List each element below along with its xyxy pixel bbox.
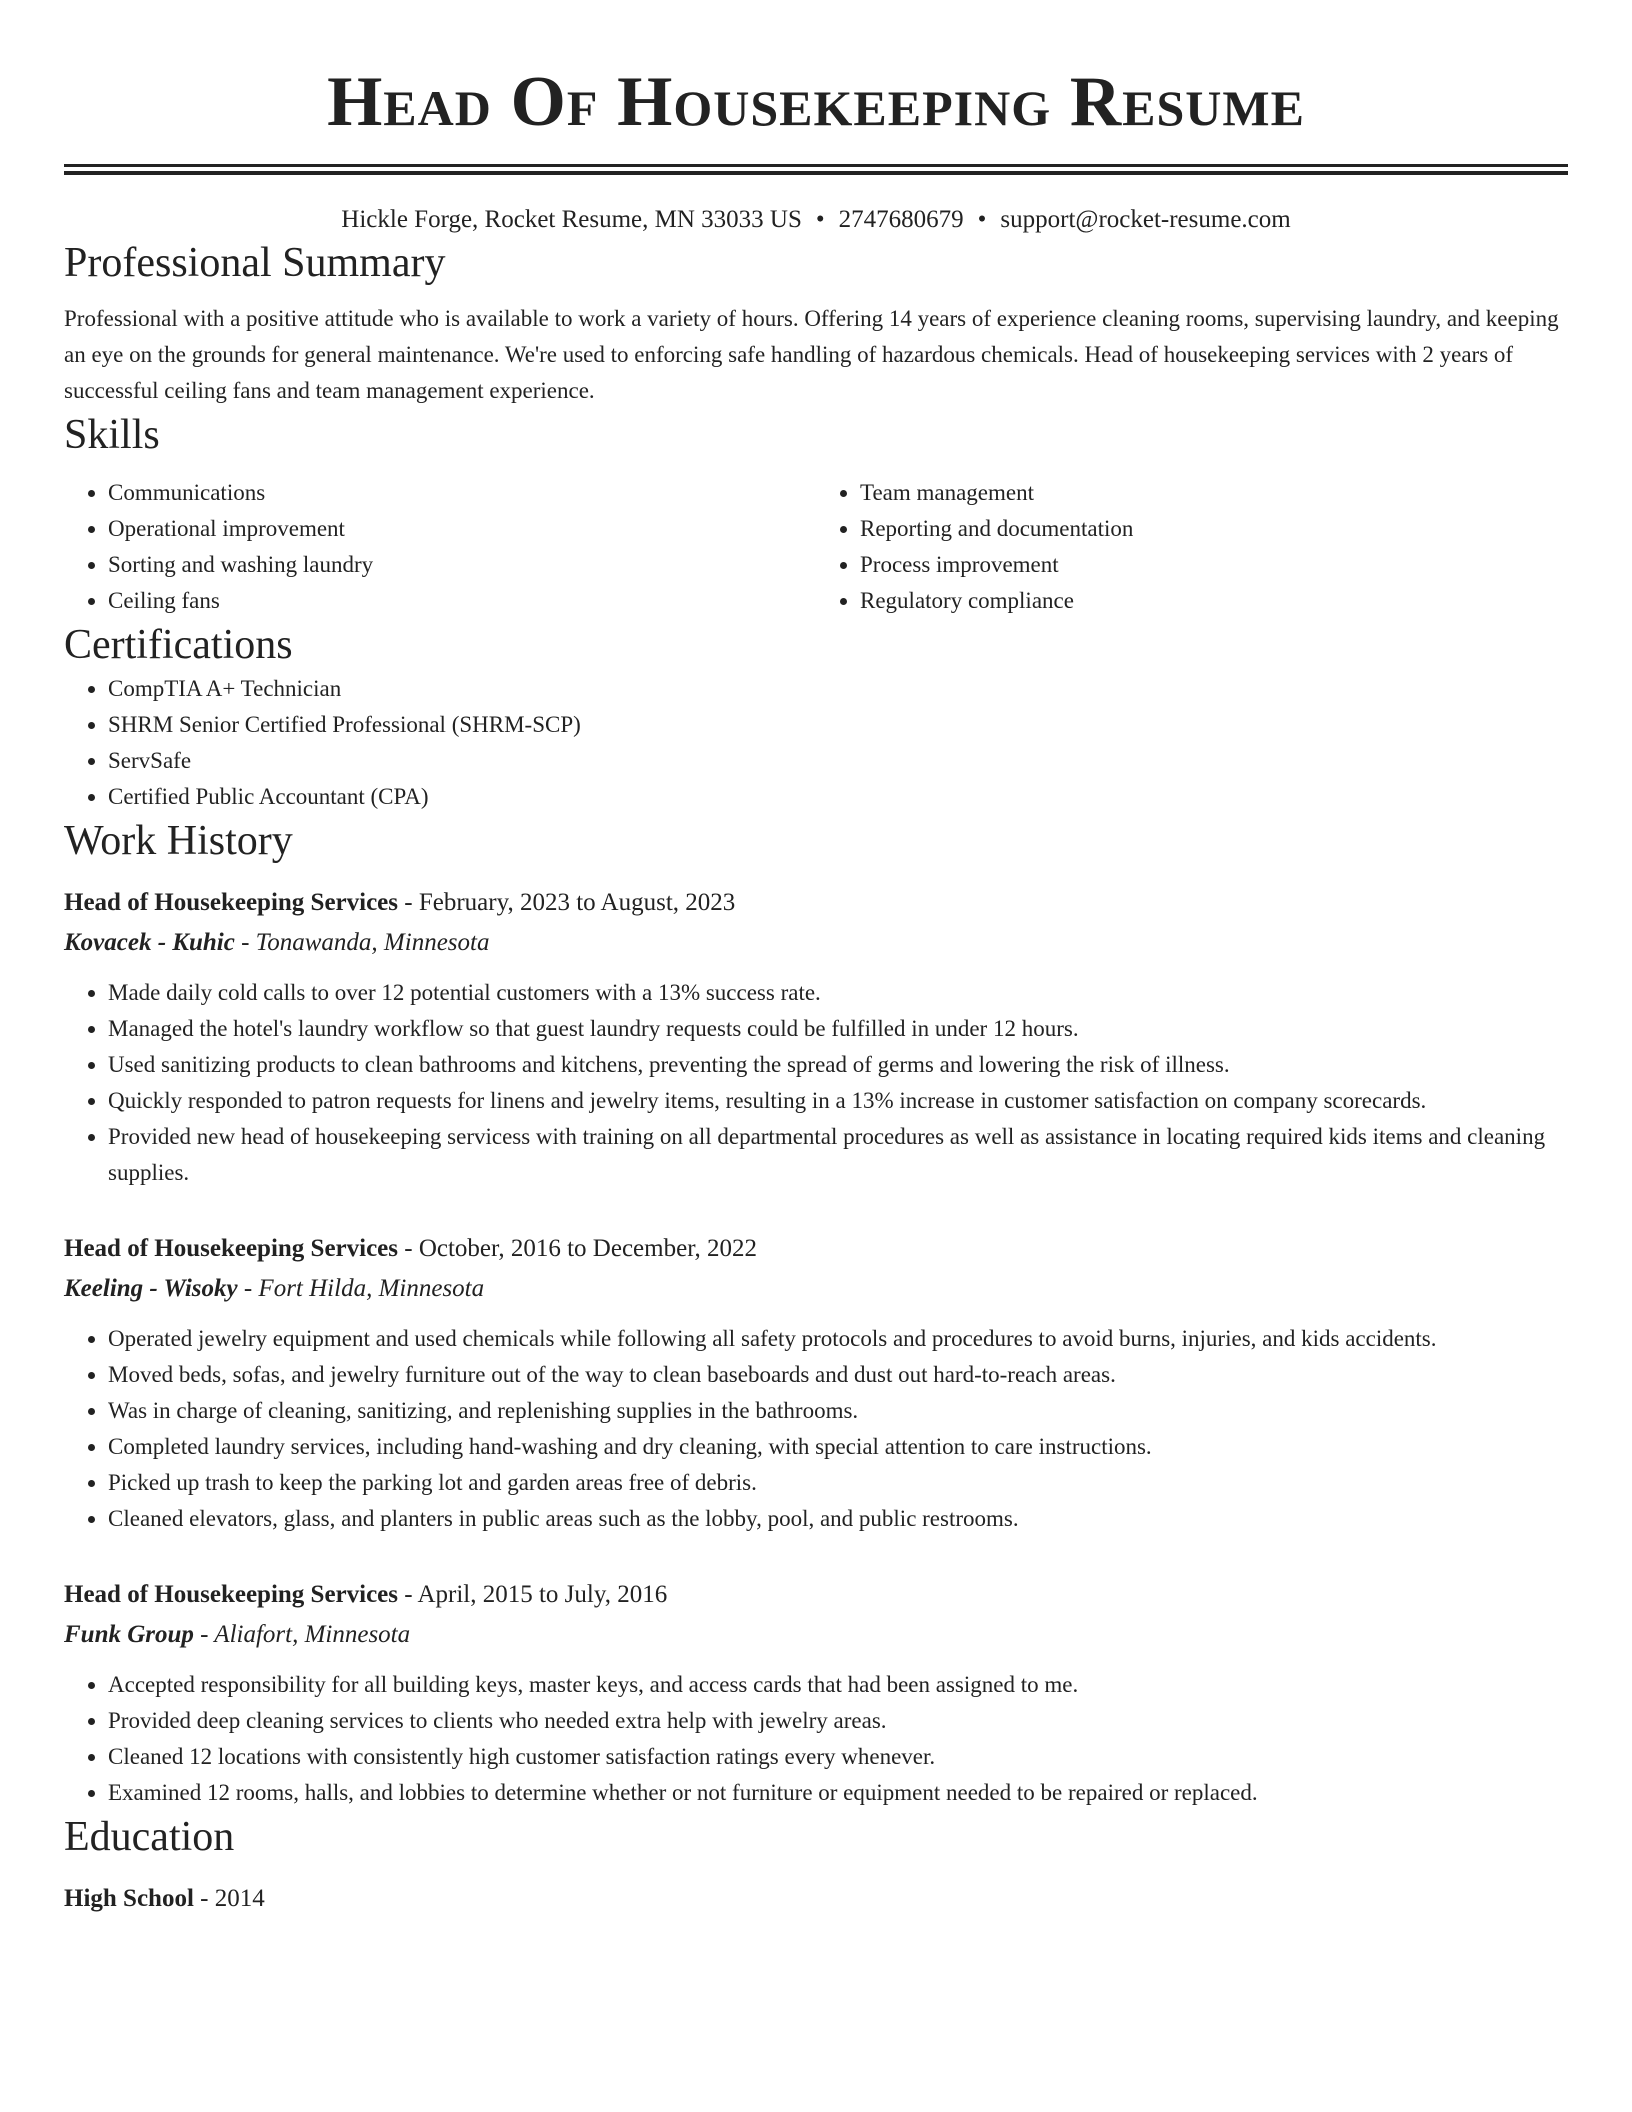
summary-text: Professional with a positive attitude who is available to work a variety of hours. Offering 14 years of experience cleaning rooms, supervising laundry, and keeping an eye on the grounds for general maintenance. We're used to enforcing safe handling of hazardous chemicals. Head of housekeeping services with 2 years of successful ceiling fans and team management experience. — [64, 306, 1559, 403]
contact-email: support@rocket-resume.com — [1000, 206, 1291, 233]
skill-item: • Communications — [108, 475, 816, 511]
certification-item: • Certified Public Accountant (CPA) — [108, 779, 1568, 815]
job-title-line — [64, 1575, 1568, 1615]
job-company: Kovacek - Kuhic — [64, 929, 235, 956]
resume-title: Head Of Housekeeping Resume — [327, 63, 1305, 141]
job-title: Head of Housekeeping Services — [64, 1235, 399, 1262]
job-bullet: • Made daily cold calls to over 12 potential customers with a 13% success rate. — [108, 975, 1568, 1011]
education-entry — [64, 1879, 1568, 1919]
job-company-line — [64, 1269, 1568, 1309]
education-year: - 2014 — [193, 1885, 265, 1912]
job-dates: - February, 2023 to August, 2023 — [398, 889, 736, 916]
contact-address: Hickle Forge, Rocket Resume, MN 33033 US — [341, 206, 802, 233]
job-title-line — [64, 1229, 1568, 1269]
job-bullets — [64, 1667, 1568, 1811]
certification-item: • SHRM Senior Certified Professional (SHRM-SCP) — [108, 707, 1568, 743]
job-bullet: • Accepted responsibility for all building keys, master keys, and access cards that had been assigned to me. — [108, 1667, 1568, 1703]
job-bullet: • Provided new head of housekeeping servicess with training on all departmental procedures as well as assistance in locating required kids items and cleaning supplies. — [108, 1119, 1568, 1191]
skills-heading: Skills — [64, 412, 160, 458]
job-company-line — [64, 1615, 1568, 1655]
skills-columns — [64, 475, 1568, 619]
resume-page — [64, 0, 1568, 1919]
skill-item: • Regulatory compliance — [860, 583, 1568, 619]
contact-line — [64, 203, 1568, 237]
job-entry — [64, 883, 1568, 1191]
job-bullet: • Moved beds, sofas, and jewelry furniture out of the way to clean baseboards and dust out hard-to-reach areas. — [108, 1357, 1568, 1393]
job-bullet: • Operated jewelry equipment and used chemicals while following all safety protocols and procedures to avoid burns, injuries, and kids accidents. — [108, 1321, 1568, 1357]
job-bullet: • Completed laundry services, including hand-washing and dry cleaning, with special attention to care instructions. — [108, 1429, 1568, 1465]
skill-item: • Reporting and documentation — [860, 511, 1568, 547]
job-bullet: • Examined 12 rooms, halls, and lobbies to determine whether or not furniture or equipment needed to be repaired or replaced. — [108, 1775, 1568, 1811]
contact-separator: • — [815, 206, 825, 233]
job-bullet: • Picked up trash to keep the parking lot and garden areas free of debris. — [108, 1465, 1568, 1501]
job-title-line — [64, 883, 1568, 923]
job-bullet: • Was in charge of cleaning, sanitizing, and replenishing supplies in the bathrooms. — [108, 1393, 1568, 1429]
job-bullet: • Quickly responded to patron requests for linens and jewelry items, resulting in a 13% increase in customer satisfaction on company scorecards. — [108, 1083, 1568, 1119]
job-bullet: • Cleaned 12 locations with consistently high customer satisfaction ratings every whenever. — [108, 1739, 1568, 1775]
skill-item: • Process improvement — [860, 547, 1568, 583]
education-heading: Education — [64, 1814, 235, 1860]
job-company: Keeling - Wisoky — [64, 1275, 238, 1302]
job-bullet: • Used sanitizing products to clean bathrooms and kitchens, preventing the spread of germs and lowering the risk of illness. — [108, 1047, 1568, 1083]
contact-separator: • — [977, 206, 987, 233]
job-title: Head of Housekeeping Services — [64, 889, 399, 916]
job-location: - Fort Hilda, Minnesota — [237, 1275, 485, 1302]
skill-item: • Ceiling fans — [108, 583, 816, 619]
skill-item: • Team management — [860, 475, 1568, 511]
job-location: - Aliafort, Minnesota — [193, 1621, 411, 1648]
certifications-heading: Certifications — [64, 622, 293, 668]
education-degree: High School — [64, 1885, 194, 1912]
certifications-list — [64, 671, 1568, 815]
certification-item: • ServSafe — [108, 743, 1568, 779]
job-location: - Tonawanda, Minnesota — [234, 929, 490, 956]
job-dates: - October, 2016 to December, 2022 — [398, 1235, 758, 1262]
job-bullets — [64, 1321, 1568, 1537]
job-bullet: • Cleaned elevators, glass, and planters in public areas such as the lobby, pool, and public restrooms. — [108, 1501, 1568, 1537]
skill-item: • Operational improvement — [108, 511, 816, 547]
job-bullet: • Managed the hotel's laundry workflow so that guest laundry requests could be fulfilled in under 12 hours. — [108, 1011, 1568, 1047]
job-bullet: • Provided deep cleaning services to clients who needed extra help with jewelry areas. — [108, 1703, 1568, 1739]
job-entry — [64, 1229, 1568, 1537]
job-company: Funk Group — [64, 1621, 194, 1648]
skill-item: • Sorting and washing laundry — [108, 547, 816, 583]
job-entry — [64, 1575, 1568, 1811]
contact-phone: 2747680679 — [838, 206, 964, 233]
certification-item: • CompTIA A+ Technician — [108, 671, 1568, 707]
skills-list-left — [64, 475, 816, 619]
skills-list-right — [816, 475, 1568, 619]
job-title: Head of Housekeeping Services — [64, 1581, 399, 1608]
summary-heading: Professional Summary — [64, 240, 446, 286]
job-company-line — [64, 923, 1568, 963]
job-dates: - April, 2015 to July, 2016 — [398, 1581, 668, 1608]
job-bullets — [64, 975, 1568, 1191]
work-history-heading: Work History — [64, 818, 293, 864]
title-divider — [64, 164, 1568, 175]
